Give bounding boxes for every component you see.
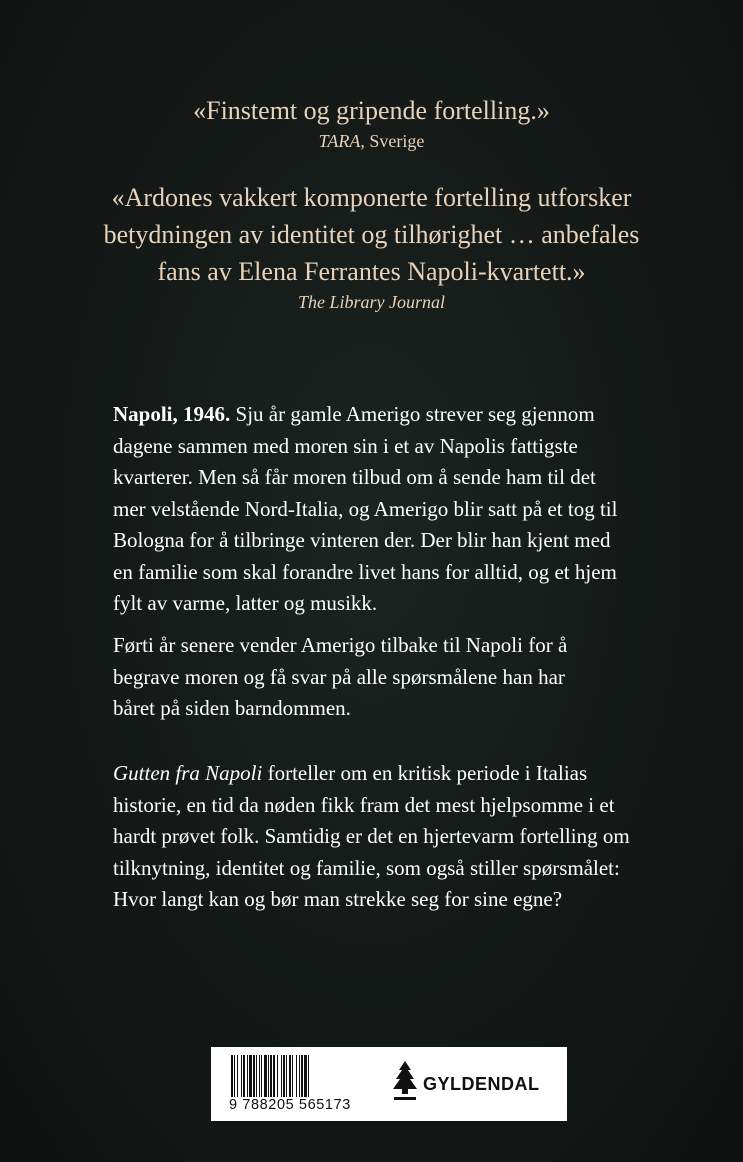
blurb-paragraph-1 bbox=[113, 399, 688, 620]
book-title: Gutten fra Napoli bbox=[113, 761, 263, 785]
blurb-paragraph-3 bbox=[113, 758, 688, 916]
blurb-line: Bologna for å tilbringe vinteren der. Der blir han kjent med bbox=[113, 528, 611, 552]
quote-text: «Finstemt og gripende fortelling.» bbox=[193, 96, 550, 125]
blurb-line: en familie som skal forandre livet hans for alltid, og et hjem bbox=[113, 559, 617, 584]
isbn-number: 9 788205 565173 bbox=[229, 1097, 351, 1113]
blurb-line: historie, en tid da nøden fikk fram det mest hjelpsomme i et bbox=[113, 792, 615, 817]
blurb-line: tilknytning, identitet og familie, som også stiller spørsmålet: bbox=[113, 855, 620, 880]
blurb-line: båret på siden barndommen. bbox=[113, 696, 351, 720]
barcode-bars bbox=[231, 1055, 379, 1097]
blurb-line bbox=[113, 399, 688, 431]
blurb-line: Hvor langt kan og bør man strekke seg for sine egne? bbox=[113, 887, 563, 911]
quote-tara bbox=[0, 92, 743, 153]
tree-icon bbox=[391, 1061, 419, 1107]
quote-source-country: , Sverige bbox=[360, 131, 425, 151]
quote-text-line: fans av Elena Ferrantes Napoli-kvartett.» bbox=[157, 257, 586, 286]
blurb-paragraph-2 bbox=[113, 630, 688, 725]
place-date-lead: Napoli, 1946. bbox=[113, 402, 231, 426]
quote-source-name: The Library Journal bbox=[297, 292, 445, 312]
blurb-line: mer velstående Nord-Italia, og Amerigo blir satt på et tog til bbox=[113, 496, 618, 521]
blurb-line bbox=[113, 758, 688, 790]
quote-source-name: TARA bbox=[318, 131, 361, 151]
barcode-panel bbox=[211, 1047, 567, 1121]
quote-text-line: «Ardones vakkert komponerte fortelling utforsker bbox=[111, 183, 632, 212]
blurb-line-text: forteller om en kritisk periode i Italias bbox=[262, 761, 588, 785]
blurb-line: dagene sammen med moren sin i et av Napolis fattigste bbox=[113, 433, 578, 458]
blurb-line: kvarterer. Men så får moren tilbud om å sende ham til det bbox=[113, 465, 596, 489]
blurb-line: hardt prøvet folk. Samtidig er det en hjertevarm fortelling om bbox=[113, 824, 630, 848]
quote-source bbox=[0, 129, 743, 153]
quote-library-journal bbox=[0, 179, 743, 314]
publisher-logo-text: GYLDENDAL bbox=[423, 1074, 540, 1094]
blurb-line-text: Sju år gamle Amerigo strever seg gjennom bbox=[230, 402, 595, 426]
blurb-line: Førti år senere vender Amerigo tilbake til Napoli for å bbox=[113, 633, 568, 657]
blurb-line: fylt av varme, latter og musikk. bbox=[113, 591, 378, 615]
quote-text-line: betydningen av identitet og tilhørighet … anbefales bbox=[103, 220, 640, 249]
blurb-line: begrave moren og få svar på alle spørsmålene han har bbox=[113, 664, 565, 689]
